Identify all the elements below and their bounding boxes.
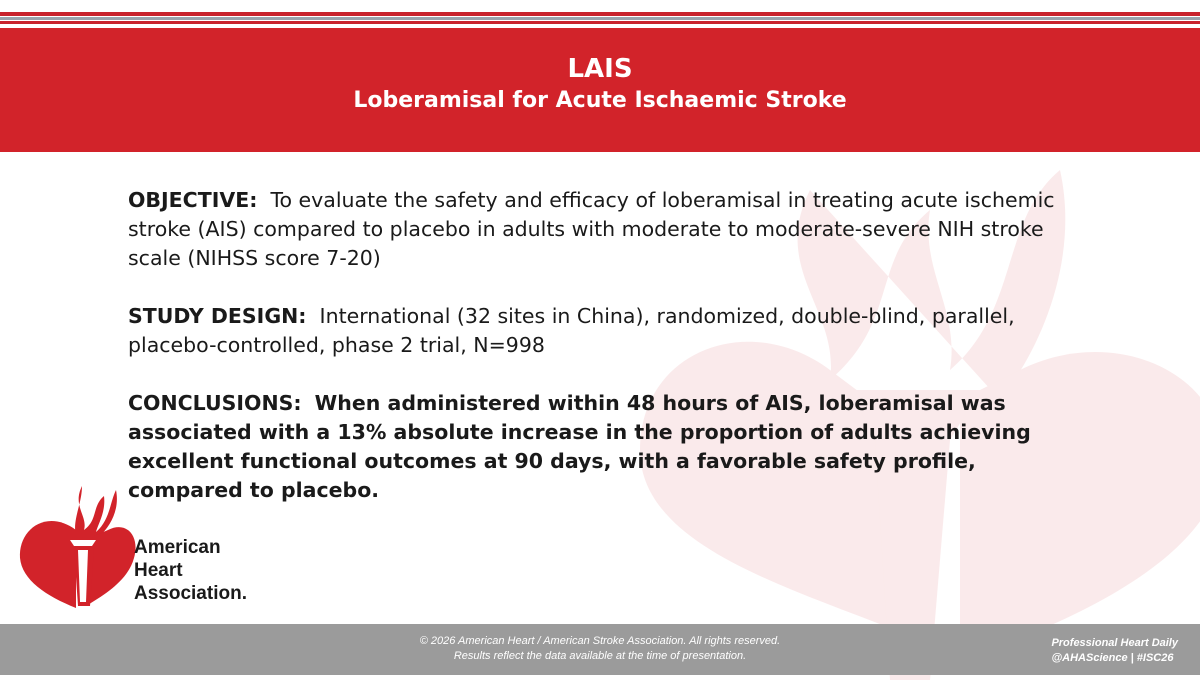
footer-bar — [0, 624, 1200, 675]
disclaimer-line: Results reflect the data available at the time of presentation. — [453, 650, 747, 662]
conclusions-label: CONCLUSIONS: — [128, 391, 302, 415]
copyright-line: © 2026 American Heart / American Stroke Association. All rights reserved. — [419, 635, 781, 647]
footer-brand — [1051, 636, 1178, 666]
conclusions-text: When administered within 48 hours of AIS, loberamisal was associated with a 13% absolute increase in the proportion of adults achieving excellent functional outcomes at 90 days, with a favorable safety profile, compared to placebo. — [128, 391, 1031, 502]
objective-text: To evaluate the safety and efficacy of loberamisal in treating acute ischemic stroke (AIS) compared to placebo in adults with moderate to moderate-severe NIH stroke scale (NIHSS score 7-20) — [128, 188, 1055, 270]
slide-subtitle: Loberamisal for Acute Ischaemic Stroke — [353, 88, 847, 113]
objective-label: OBJECTIVE: — [128, 188, 258, 212]
design-text: International (32 sites in China), randomized, double-blind, parallel, placebo-controlled, phase 2 trial, N=998 — [128, 304, 1015, 357]
slide-title: LAIS — [567, 54, 633, 84]
logo-line-3: Association. — [134, 583, 247, 604]
stripe-red-bottom — [0, 21, 1200, 24]
brand-line-2: @AHAScience | #ISC26 — [1051, 652, 1174, 664]
top-stripes — [0, 0, 1200, 28]
footer-copyright — [300, 634, 900, 664]
stripe-red-top — [0, 12, 1200, 16]
brand-line-1: Professional Heart Daily — [1051, 637, 1178, 649]
logo-line-1: American — [134, 537, 221, 558]
title-banner — [0, 28, 1200, 152]
objective-paragraph — [128, 186, 1088, 273]
design-label: STUDY DESIGN: — [128, 304, 307, 328]
logo-line-2: Heart — [134, 560, 183, 581]
stripe-gray — [0, 17, 1200, 20]
design-paragraph — [128, 302, 1088, 360]
aha-logo-text — [134, 536, 247, 605]
